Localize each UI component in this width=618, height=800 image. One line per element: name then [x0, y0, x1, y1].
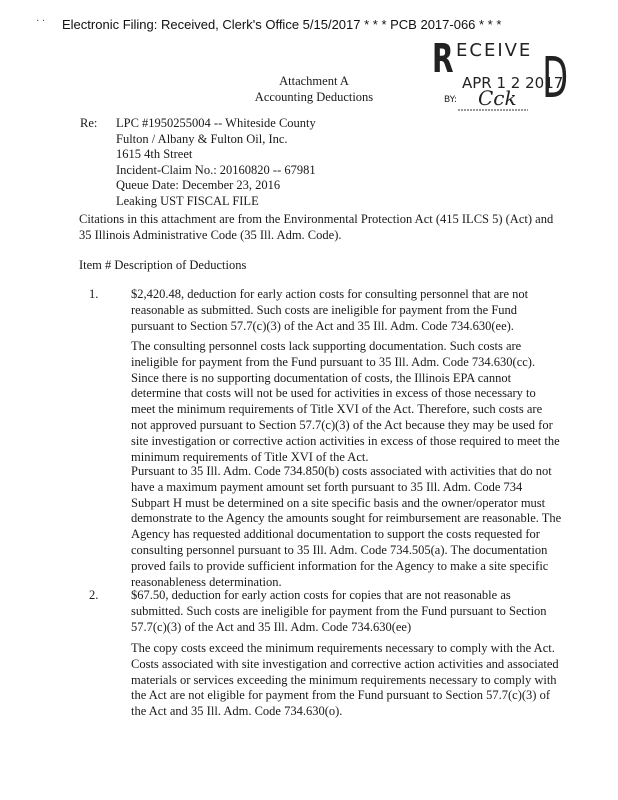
stamp-letter-r: R: [432, 36, 454, 82]
text-line: The copy costs exceed the minimum requirements necessary to comply with the Act.: [131, 641, 555, 655]
stamp-underline: [458, 108, 528, 112]
text-line: Pursuant to 35 Ill. Adm. Code 734.850(b) costs associated with activities that do not: [131, 464, 552, 478]
scan-marks: · ·: [36, 16, 46, 27]
item-2-paragraph-1: [131, 588, 545, 635]
text-line: reasonable as submitted. Such costs are ineligible for payment from the Fund: [131, 302, 518, 317]
text-line: Costs associated with site investigation and corrective action activities and associated: [131, 656, 559, 671]
text-line: submitted. Such costs are ineligible for payment from the Fund pursuant to Section: [131, 603, 547, 618]
item-2-paragraph-2: [131, 641, 559, 720]
item-header: Item # Description of Deductions: [79, 258, 247, 272]
text-line: site investigation or corrective action activities in excess of those required to meet the: [131, 433, 560, 448]
re-line: 1615 4th Street: [116, 147, 193, 161]
text-line: consulting personnel pursuant to 35 Ill. Adm. Code 734.505(a). The documentation: [131, 542, 548, 557]
text-line: not approved pursuant to Section 57.7(c)(3) of the Act because they may be used for: [131, 417, 553, 432]
text-line: proved fails to provide sufficient information for the Agency to make a site specific: [131, 558, 549, 573]
re-line: LPC #1950255004 -- Whiteside County: [116, 116, 316, 130]
text-line: 57.7(c)(3) of the Act and 35 Ill. Adm. Code 734.630(ee): [131, 619, 412, 634]
stamp-by-label: BY:: [444, 95, 458, 105]
re-line: Fulton / Albany & Fulton Oil, Inc.: [116, 131, 288, 146]
citation-line: 35 Illinois Administrative Code (35 Ill. Adm. Code).: [79, 227, 342, 242]
title-line-1: Attachment A: [279, 74, 349, 88]
text-line: materials or services exceeding the minimum requirements necessary to comply with: [131, 672, 557, 687]
title-line-2: Accounting Deductions: [254, 90, 374, 104]
re-line: Incident-Claim No.: 20160820 -- 67981: [116, 162, 316, 177]
text-line: reasonableness determination.: [131, 574, 282, 589]
item-2-number: 2.: [89, 588, 99, 602]
citations-paragraph: [79, 212, 554, 244]
text-line: Subpart H must be determined on a site specific basis and the owner/operator must: [131, 495, 546, 510]
page-title: [0, 73, 618, 105]
text-line: the Act are not eligible for payment from the Fund pursuant to Section 57.7(c)(3) of: [131, 688, 550, 703]
text-line: The consulting personnel costs lack supporting documentation. Such costs are: [131, 339, 522, 353]
stamp-word: ECEIVE: [456, 40, 533, 61]
text-line: meet the minimum requirements of Title XVI of the Act. Therefore, such costs are: [131, 402, 543, 417]
text-line: determine that costs will not be used for activities in excess of those necessary to: [131, 386, 536, 401]
stamp-letter-d: D: [542, 46, 568, 111]
re-block: [116, 116, 316, 209]
stamp-signature: Cck: [478, 86, 517, 110]
filing-banner: Electronic Filing: Received, Clerk's Office 5/15/2017 * * * PCB 2017-066 * * *: [62, 17, 502, 32]
item-1-paragraph-1: [131, 287, 545, 334]
text-line: Since there is no supporting documentation of costs, the Illinois EPA cannot: [131, 370, 512, 385]
text-line: the Act and 35 Ill. Adm. Code 734.630(o).: [131, 704, 343, 719]
item-1-paragraph-3: [131, 464, 562, 590]
text-line: $67.50, deduction for early action costs for copies that are not reasonable as: [131, 588, 511, 602]
re-line: Leaking UST FISCAL FILE: [116, 193, 259, 208]
item-1-paragraph-2: [131, 339, 560, 465]
text-line: minimum requirements of Title XVI of the Act.: [131, 449, 369, 464]
text-line: have a maximum payment amount set forth pursuant to 35 Ill. Adm. Code 734: [131, 479, 523, 494]
citation-line: Citations in this attachment are from the Environmental Protection Act (415 ILCS 5) (Act) and: [79, 212, 554, 226]
text-line: Agency has requested additional documentation to support the costs requested for: [131, 527, 540, 542]
re-line: Queue Date: December 23, 2016: [116, 178, 281, 192]
re-label: Re:: [80, 116, 98, 130]
text-line: ineligible for payment from the Fund pursuant to 35 Ill. Adm. Code 734.630(cc).: [131, 354, 536, 369]
text-line: $2,420.48, deduction for early action costs for consulting personnel that are not: [131, 287, 529, 301]
item-1-number: 1.: [89, 287, 99, 301]
text-line: pursuant to Section 57.7(c)(3) of the Act and 35 Ill. Adm. Code 734.630(ee).: [131, 318, 514, 333]
stamp-date: APR 1 2 2017: [462, 74, 564, 92]
text-line: demonstrate to the Agency the amounts sought for reimbursement are reasonable. The: [131, 511, 562, 526]
